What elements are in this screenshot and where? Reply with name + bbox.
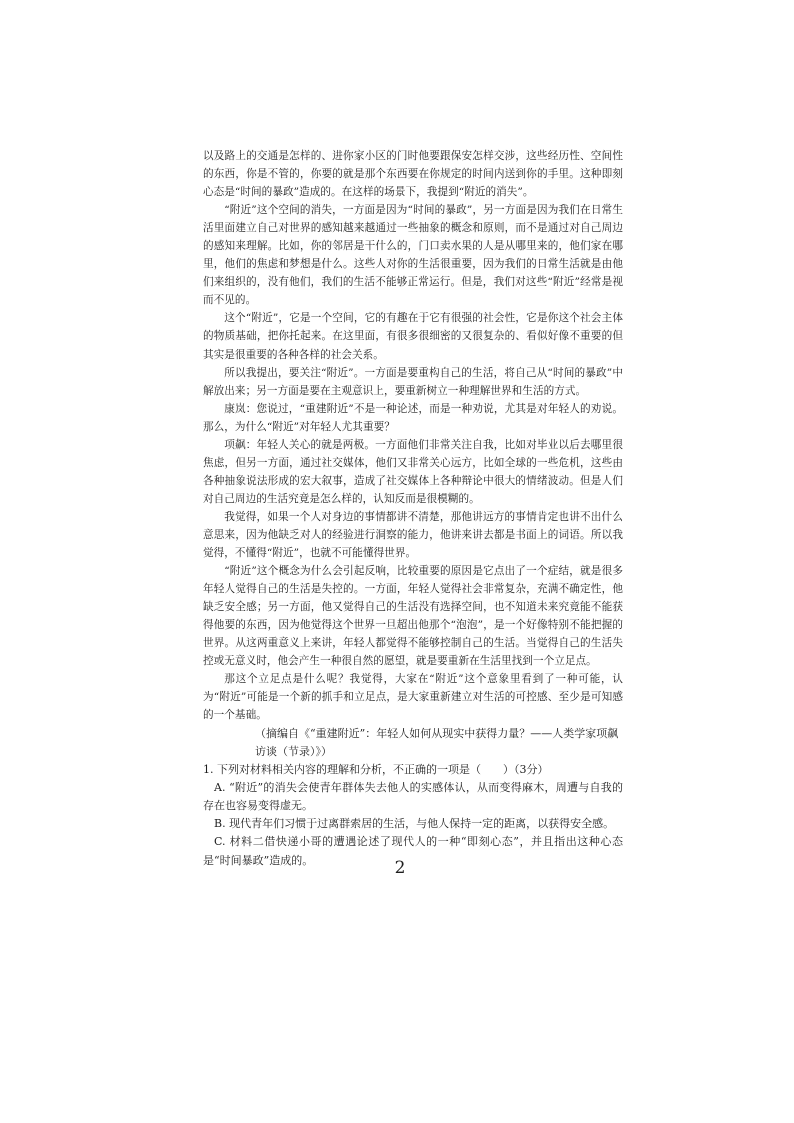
question-stem: 1. 下列对材料相关内容的理解和分析，不正确的一项是（ ）（3分） — [203, 762, 549, 776]
article-paragraph: “附近”这个空间的消失，一方面是因为“时间的暴政”，另一方面是因为我们在日常生活里面建立自己对世界的感知越来越通过一些抽象的概念和原则，而不是通过对自己周边的感知来理解。比如，你的邻居是干什么的，门口卖水果的人是从哪里来的，他们家在哪里，他们的焦虑和梦想是什么。这些人对你的生活很重要，因为我们的日常生活就是由他们来组织的，没有他们，我们的生活不能够正常运行。但是，我们对这些“附近”经常是视而不见的。 — [203, 204, 623, 307]
article-paragraph: 康岚：您说过，“重建附近”不是一种论述，而是一种劝说，尤其是对年轻人的劝说。那么，为什么“附近”对年轻人尤其重要？ — [203, 402, 623, 433]
answer-option-b: B. 现代青年们习惯于过离群索居的生活，与他人保持一定的距离，以获得安全感。 — [214, 817, 615, 831]
article-paragraph: 项飙：年轻人关心的就是两极。一方面他们非常关注自我，比如对毕业以后去哪里很焦虑，但另一方面，通过社交媒体，他们又非常关心远方，比如全球的一些危机，这些由各种抽象说法形成的宏大叙事，造成了社交媒体上各种辩论中很大的情绪波动。但是人们对自己周边的生活究竟是怎么样的，认知反而是很模糊的。 — [203, 438, 623, 505]
article-paragraph: 所以我提出，要关注“附近”。一方面是要重构自己的生活，将自己从“时间的暴政”中解放出来；另一方面是要在主观意识上，要重新树立一种理解世界和生活的方式。 — [203, 366, 623, 397]
article-paragraph: 这个“附近”，它是一个空间，它的有趣在于它有很强的社会性，它是你这个社会主体的物质基础，把你托起来。在这里面，有很多很细密的又很复杂的、看似好像不重要的但其实是很重要的各种各样的社会关系。 — [203, 312, 623, 361]
article-paragraph: “附近”这个概念为什么会引起反响，比较重要的原因是它点出了一个症结，就是很多年轻人觉得自己的生活是失控的。一方面，年轻人觉得社会非常复杂，充满不确定性，他缺乏安全感；另一方面，他又觉得自己的生活没有选择空间，也不知道未来究竟能不能获得他要的东西，因为他觉得这个世界一旦超出他那个“泡泡”，是一个好像特别不能把握的世界。从这两重意义上来讲，年轻人都觉得不能够控制自己的生活。当觉得自己的生活失控或无意义时，他会产生一种很自然的愿望，就是要重新在生活里找到一个立足点。 — [203, 565, 623, 668]
source-citation: （摘编自《“重建附近”：年轻人如何从现实中获得力量？——人类学家项飙访谈（节录）》） — [255, 726, 619, 758]
article-paragraph: 那这个立足点是什么呢？我觉得，大家在“附近”这个意象里看到了一种可能，认为“附近”可能是一个新的抓手和立足点，是大家重新建立对生活的可控感、至少是可知感的一个基础。 — [203, 673, 623, 722]
passage-body — [203, 147, 623, 870]
article-paragraph: 我觉得，如果一个人对身边的事情都讲不清楚，那他讲远方的事情肯定也讲不出什么意思来，因为他缺乏对人的经验进行洞察的能力，他讲来讲去都是书面上的词语。所以我觉得，不懂得“附近”，也就不可能懂得世界。 — [203, 510, 623, 560]
page-number: 2 — [394, 858, 406, 878]
article-paragraph: 以及路上的交通是怎样的、进你家小区的门时他要跟保安怎样交涉，这些经历性、空间性的东西，你是不管的，你要的就是那个东西要在你规定的时间内送到你的手里。这种即刻心态是“时间的暴政”造成的。在这样的场景下，我提到“附近的消失”。 — [203, 150, 623, 199]
answer-option-c: C. 材料二借快递小哥的遭遇论述了现代人的一种“即刻心态”，并且指出这种心态是“时间暴政”造成的。 — [203, 835, 623, 867]
answer-option-a: A. “附近”的消失会使青年群体失去他人的实感体认，从而变得麻木，周遭与自我的存在也容易变得虚无。 — [203, 780, 623, 812]
